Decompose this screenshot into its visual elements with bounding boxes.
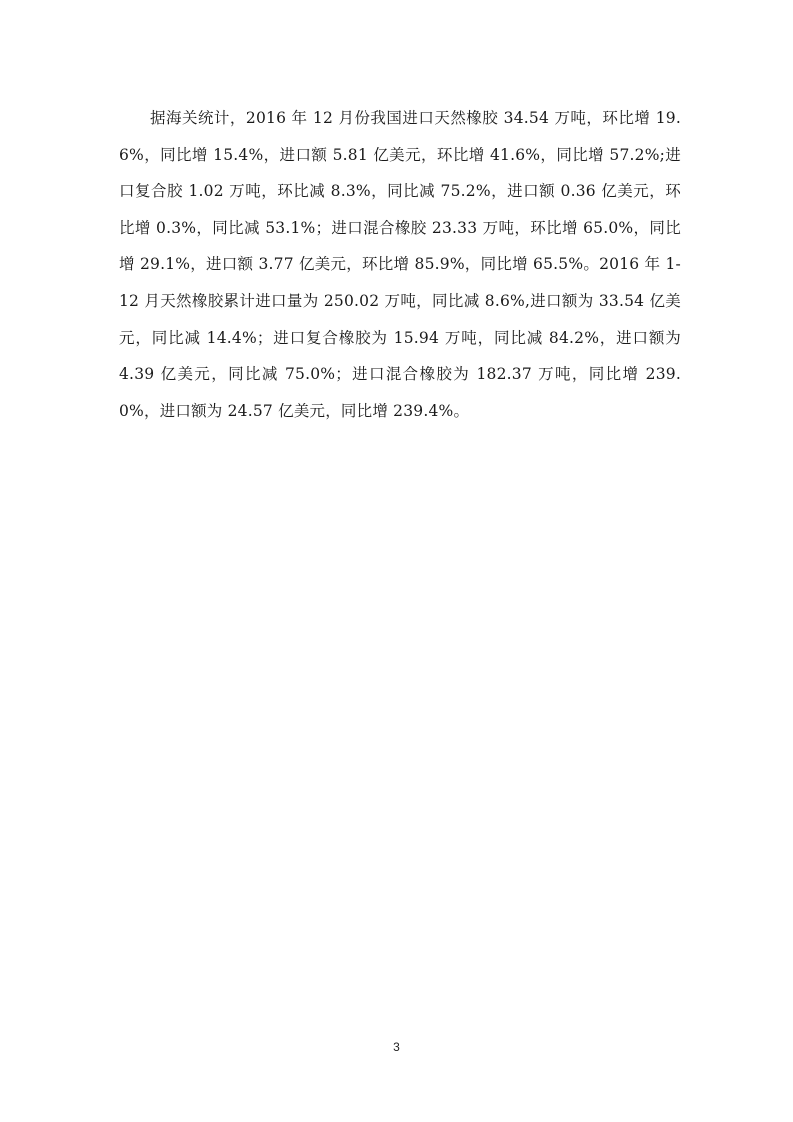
page-number: 3 — [393, 1040, 400, 1054]
body-paragraph: 据海关统计，2016 年 12 月份我国进口天然橡胶 34.54 万吨，环比增 19.6%，同比增 15.4%，进口额 5.81 亿美元，环比增 41.6%，同比增 57.2%;进口复合胶 1.02 万吨，环比减 8.3%，同比减 75.2%，进口额 0.36 亿美元，环比增 0.3%，同比减 53.1%；进口混合橡胶 23.33 万吨，环比增 65.0%，同比增 29.1%，进口额 3.77 亿美元，环比增 85.9%，同比增 65.5%。2016 年 1-12 月天然橡胶累计进口量为 250.02 万吨，同比减 8.6%,进口额为 33.54 亿美元，同比减 14.4%；进口复合橡胶为 15.94 万吨，同比减 84.2%，进口额为 4.39 亿美元，同比减 75.0%；进口混合橡胶为 182.37 万吨，同比增 239.0%，进口额为 24.57 亿美元，同比增 239.4%。 — [119, 109, 681, 420]
